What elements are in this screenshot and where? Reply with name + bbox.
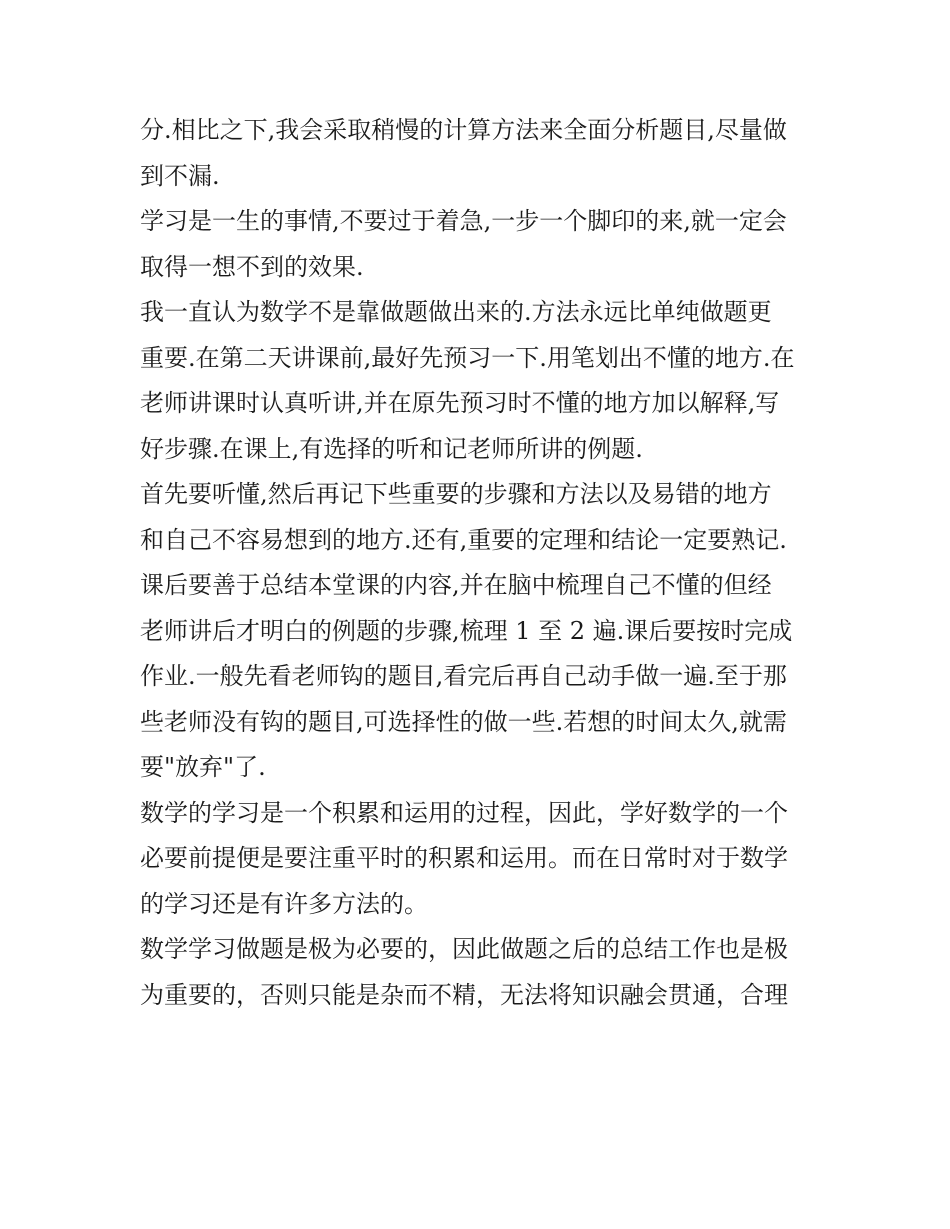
text-line: 必要前提便是要注重平时的积累和运用。而在日常时对于数学 [140,844,788,872]
text-line: 些老师没有钩的题目,可选择性的做一些.若想的时间太久,就需 [140,707,787,736]
text-line: 我一直认为数学不是靠做题做出来的.方法永远比单纯做题更 [140,298,772,326]
text-line: 数学学习做题是极为必要的，因此做题之后的总结工作也是极 [140,935,788,963]
text-line: 作业.一般先看老师钩的题目,看完后再自己动手做一遍.至于那 [140,662,787,690]
text-line: 和自己不容易想到的地方.还有,重要的定理和结论一定要熟记. [140,525,787,554]
text-line: 的学习还是有许多方法的。 [140,889,428,918]
text-line: 课后要善于总结本堂课的内容,并在脑中梳理自己不懂的但经 [140,571,772,599]
text-line: 老师讲后才明白的例题的步骤,梳理 1 至 2 遍.课后要按时完成 [140,616,793,645]
body-text [140,108,830,1018]
text-line: 学习是一生的事情,不要过于着急,一步一个脚印的来,就一定会 [140,207,787,235]
text-line: 要"放弃"了. [140,753,266,781]
text-line: 老师讲课时认真听讲,并在原先预习时不懂的地方加以解释,写 [140,389,780,417]
text-line: 分.相比之下,我会采取稍慢的计算方法来全面分析题目,尽量做 [140,116,787,144]
text-line: 好步骤.在课上,有选择的听和记老师所讲的例题. [140,434,643,463]
text-line: 为重要的，否则只能是杂而不精，无法将知识融会贯通，合理 [140,980,788,1009]
text-line: 数学的学习是一个积累和运用的过程，因此，学好数学的一个 [140,798,788,827]
text-line: 首先要听懂,然后再记下些重要的步骤和方法以及易错的地方 [140,480,772,508]
text-line: 到不漏. [140,161,220,190]
text-line: 重要.在第二天讲课前,最好先预习一下.用笔划出不懂的地方.在 [140,343,795,372]
text-line: 取得一想不到的效果. [140,252,364,281]
